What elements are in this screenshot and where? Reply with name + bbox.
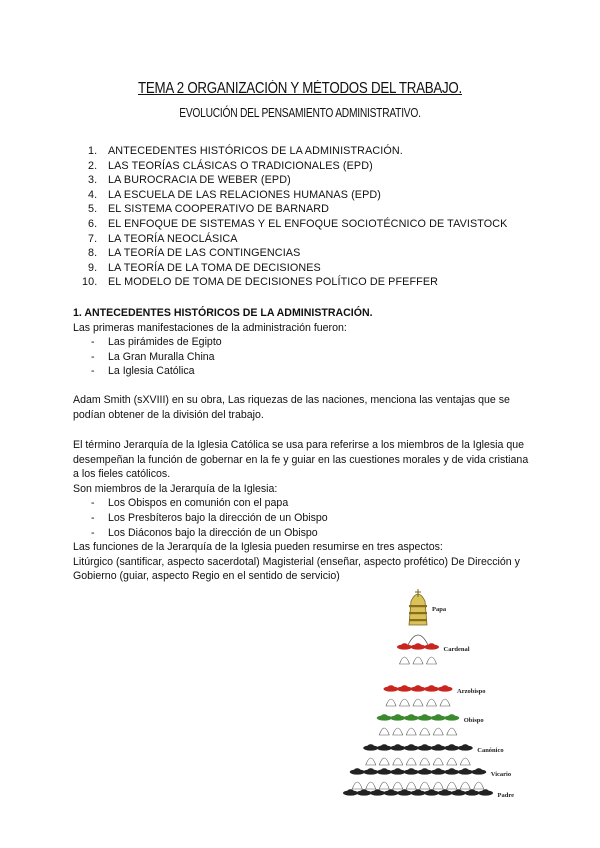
list-item: - Los Obispos en comunión con el papa	[73, 496, 533, 511]
hierarchy-figure	[411, 789, 426, 795]
hierarchy-figure	[424, 643, 439, 664]
list-item: - Los Diáconos bajo la dirección de un Obispo	[73, 526, 533, 541]
intro-text: Las primeras manifestaciones de la administración fueron:	[73, 321, 347, 334]
hierarchy-level-label: Obispo	[463, 717, 484, 724]
toc-item: 6. EL ENFOQUE DE SISTEMAS Y EL ENFOQUE SOCIOTÉCNICO DE TAVISTOCK	[88, 217, 508, 230]
hierarchy-figure	[377, 714, 392, 735]
page-subtitle: EVOLUCIÓN DEL PENSAMIENTO ADMINISTRATIVO.	[179, 106, 421, 120]
section-1	[73, 306, 533, 379]
page-title: TEMA 2 ORGANIZACIÓN Y MÉTODOS DEL TRABAJO.	[138, 80, 462, 97]
toc-item: 1. ANTECEDENTES HISTÓRICOS DE LA ADMINISTRACIÓN.	[88, 145, 403, 157]
hierarchy-figure	[377, 744, 392, 765]
table-of-contents	[78, 144, 507, 290]
hierarchy-figure	[390, 768, 405, 789]
hierarchy-figure	[397, 643, 412, 664]
hierarchy-figure	[444, 714, 459, 735]
section-heading: 1. ANTECEDENTES HISTÓRICOS DE LA ADMINISTRACIÓN.	[73, 307, 373, 319]
hierarchy-figure	[417, 768, 432, 789]
toc-item: 3. LA BUROCRACIA DE WEBER (EPD)	[88, 174, 291, 187]
hierarchy-figure	[417, 744, 432, 765]
hierarchy-block	[73, 438, 533, 584]
hierarchy-level-label: Cardenal	[443, 646, 470, 653]
toc-item: 9. LA TEORÍA DE LA TOMA DE DECISIONES	[88, 261, 321, 274]
hierarchy-figure	[431, 768, 446, 789]
toc-item: 5. EL SISTEMA COOPERATIVO DE BARNARD	[88, 203, 330, 216]
hierarchy-level-label: Vicario	[490, 771, 512, 778]
hierarchy-figure	[397, 789, 412, 795]
hierarchy-figure	[363, 768, 378, 789]
hierarchy-figure	[397, 685, 412, 706]
members-intro: Son miembros de la Jerarquía de la Iglesia:	[73, 482, 278, 495]
hierarchy-figure	[424, 685, 439, 706]
hierarchy-figure	[363, 744, 378, 765]
hierarchy-figure	[478, 789, 493, 795]
list-item: - Los Presbíteros bajo la dirección de un Obispo	[73, 511, 533, 526]
hierarchy-figure	[404, 714, 419, 735]
hierarchy-figure	[343, 789, 358, 795]
hierarchy-figure	[377, 768, 392, 789]
hierarchy-figure	[438, 685, 453, 706]
hierarchy-paragraph: El término Jerarquía de la Iglesia Católica se usa para referirse a los miembros de la Iglesia que desempeñan la función de gobernar en la fe y guiar en las cuestiones morales y de vida cristiana a los fieles católicos.	[73, 439, 529, 481]
toc-item: 4. LA ESCUELA DE LAS RELACIONES HUMANAS (EPD)	[88, 188, 382, 201]
hierarchy-figure	[404, 744, 419, 765]
hierarchy-figure	[431, 744, 446, 765]
functions-text: Litúrgico (santificar, aspecto sacerdotal) Magisterial (enseñar, aspecto profético) De Dirección y Gobierno (guiar, aspecto Regio en el sentido de servicio)	[73, 555, 520, 583]
list-item: - La Iglesia Católica	[73, 364, 533, 379]
smith-paragraph: Adam Smith (sXVIII) en su obra, Las riquezas de las naciones, menciona las ventajas que se podían obtener de la división del trabajo.	[73, 394, 510, 421]
manifestations-list	[73, 335, 533, 379]
hierarchy-figure	[424, 789, 439, 795]
toc-item: 8. LA TEORÍA DE LAS CONTINGENCIAS	[88, 247, 301, 260]
members-list	[73, 496, 533, 540]
hierarchy-figure	[451, 789, 466, 795]
hierarchy-level-label: Canónico	[477, 747, 504, 754]
hierarchy-figure	[444, 744, 459, 765]
toc-item: 10. EL MODELO DE TOMA DE DECISIONES POLÍTICO DE PFEFFER	[82, 276, 439, 289]
hierarchy-figure	[370, 789, 385, 795]
church-hierarchy-pyramid-image	[338, 585, 548, 810]
hierarchy-level-label: Arzobispo	[457, 688, 486, 695]
hierarchy-figure	[411, 685, 426, 706]
hierarchy-figure	[407, 589, 429, 647]
hierarchy-figure	[357, 789, 372, 795]
hierarchy-level-label: Papa	[432, 606, 447, 613]
hierarchy-figure	[350, 768, 365, 789]
hierarchy-figure	[390, 714, 405, 735]
hierarchy-figure	[444, 768, 459, 789]
functions-intro: Las funciones de la Jerarquía de la Iglesia pueden resumirse en tres aspectos:	[73, 541, 443, 554]
hierarchy-figure	[438, 789, 453, 795]
hierarchy-level-label: Padre	[497, 792, 514, 799]
hierarchy-figure	[417, 714, 432, 735]
hierarchy-figure	[384, 789, 399, 795]
hierarchy-figure	[384, 685, 399, 706]
hierarchy-figure	[390, 744, 405, 765]
hierarchy-figure	[458, 744, 473, 765]
hierarchy-figure	[458, 768, 473, 789]
list-item: - La Gran Muralla China	[73, 350, 533, 365]
hierarchy-figure	[465, 789, 480, 795]
smith-paragraph-block	[73, 393, 533, 422]
hierarchy-figure	[431, 714, 446, 735]
hierarchy-figure	[411, 643, 426, 664]
hierarchy-figure	[404, 768, 419, 789]
toc-item: 2. LAS TEORÍAS CLÁSICAS O TRADICIONALES (EPD)	[88, 159, 373, 172]
toc-item: 7. LA TEORÍA NEOCLÁSICA	[88, 232, 238, 245]
list-item: - Las pirámides de Egipto	[73, 335, 533, 350]
hierarchy-figure	[471, 768, 486, 789]
